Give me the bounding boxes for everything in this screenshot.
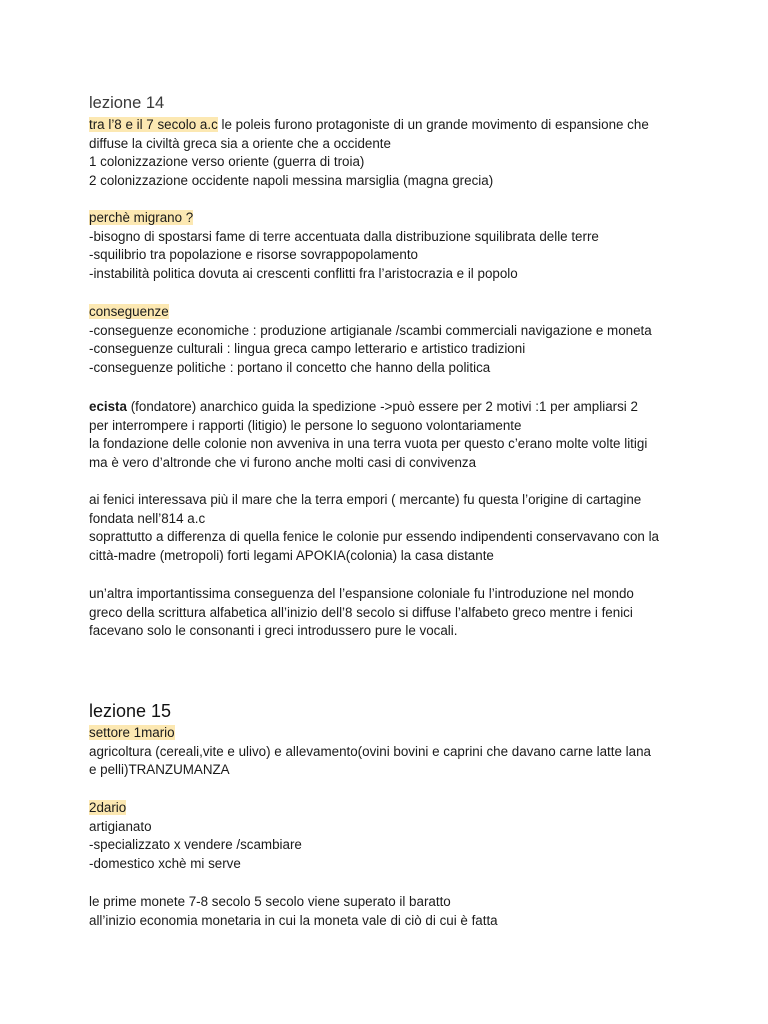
ecista-line-1-rest: (fondatore) anarchico guida la spedizione ->può essere per 2 motivi :1 per ampliarsi 2 — [126, 399, 638, 414]
intro-line-4: 2 colonizzazione occidente napoli messina marsiglia (magna grecia) — [89, 173, 494, 189]
money-paragraph — [89, 893, 498, 930]
ecista-line-2: per interrompere i rapporti (litigio) le persone lo seguono volontariamente — [89, 417, 522, 433]
list-item: -conseguenze economiche : produzione artigianale /scambi commerciali navigazione e moneta — [89, 322, 652, 338]
intro-line-1 — [89, 116, 649, 135]
lesson-14-title: lezione 14 — [89, 94, 165, 112]
intro-line-2: diffuse la civiltà greca sia a oriente che a occidente — [89, 135, 391, 151]
paragraph-line: greco della scrittura alfabetica all’inizio dell’8 secolo si diffuse l’alfabeto greco mentre i fenici — [89, 604, 633, 620]
list-item: -squilibrio tra popolazione e risorse sovrappopolamento — [89, 247, 418, 263]
consequences-heading: conseguenze — [89, 304, 169, 319]
alphabet-paragraph — [89, 585, 634, 641]
list-item: -instabilità politica dovuta ai crescenti conflitti fra l’aristocrazia e il popolo — [89, 266, 518, 282]
list-item: -specializzato x vendere /scambiare — [89, 837, 302, 853]
list-item: -domestico xchè mi serve — [89, 856, 241, 872]
ecista-term: ecista — [89, 399, 127, 414]
list-item: -bisogno di spostarsi fame di terre accentuata dalla distribuzione squilibrata delle terre — [89, 228, 599, 244]
paragraph-line: all’inizio economia monetaria in cui la moneta vale di ciò di cui è fatta — [89, 912, 498, 928]
paragraph-line: città-madre (metropoli) forti legami APOKIA(colonia) la casa distante — [89, 548, 494, 564]
paragraph-line: agricoltura (cereali,vite e ulivo) e allevamento(ovini bovini e caprini che davano carne latte lana — [89, 743, 651, 759]
ecista-line-3: la fondazione delle colonie non avveniva in una terra vuota per questo c’erano molte volte litigi — [89, 436, 648, 452]
intro-line-3: 1 colonizzazione verso oriente (guerra di troia) — [89, 154, 365, 170]
intro-line-1-rest: le poleis furono protagoniste di un grande movimento di espansione che — [217, 117, 649, 132]
why-migrate-heading: perchè migrano ? — [89, 210, 194, 225]
list-item: -conseguenze culturali : lingua greca campo letterario e artistico tradizioni — [89, 341, 526, 357]
paragraph-line: facevano solo le consonanti i greci introdussero pure le vocali. — [89, 623, 458, 639]
lesson-15-title: lezione 15 — [89, 701, 172, 721]
consequences-section — [89, 303, 652, 378]
paragraph-line: artigianato — [89, 818, 152, 834]
fenici-paragraph — [89, 491, 659, 566]
paragraph-line: le prime monete 7-8 secolo 5 secolo viene superato il baratto — [89, 894, 451, 909]
list-item: -conseguenze politiche : portano il concetto che hanno della politica — [89, 360, 491, 376]
primary-sector-section — [89, 724, 651, 780]
paragraph-line: fondata nell’814 a.c — [89, 510, 206, 526]
intro-highlight: tra l’8 e il 7 secolo a.c — [89, 117, 218, 132]
paragraph-line: e pelli)TRANZUMANZA — [89, 762, 230, 778]
secondary-sector-heading: 2dario — [89, 800, 127, 815]
intro-paragraph — [89, 116, 649, 191]
paragraph-line: un’altra importantissima conseguenza del l’espansione coloniale fu l’introduzione nel mondo — [89, 586, 634, 601]
ecista-line-4: ma è vero d’altronde che vi furono anche molti casi di convivenza — [89, 455, 477, 471]
secondary-sector-section — [89, 799, 302, 874]
paragraph-line: ai fenici interessava più il mare che la terra empori ( mercante) fu questa l’origine di cartagine — [89, 492, 642, 507]
primary-sector-heading: settore 1mario — [89, 725, 175, 740]
ecista-paragraph — [89, 398, 647, 473]
why-migrate-section — [89, 209, 599, 284]
paragraph-line: soprattutto a differenza di quella fenice le colonie pur essendo indipendenti conservavano con la — [89, 529, 659, 545]
